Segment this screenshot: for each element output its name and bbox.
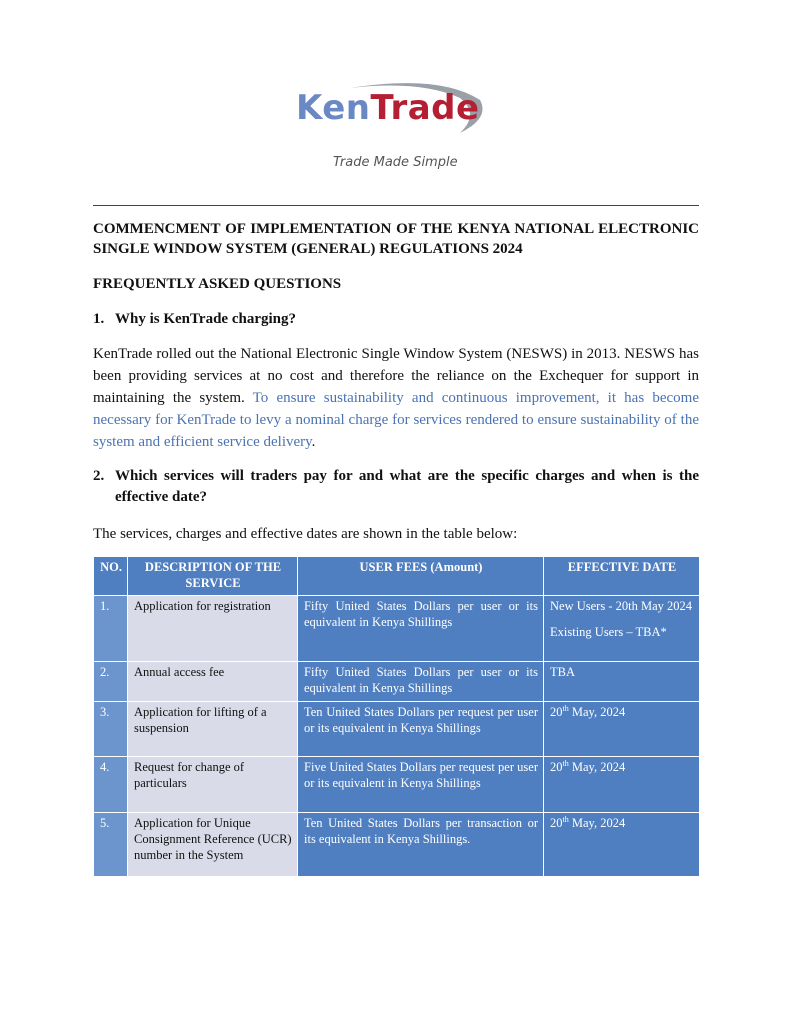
kentrade-logo — [290, 78, 490, 178]
answer-1-text: KenTrade rolled out the National Electronic Single Window System (NESWS) in 2013. NESWS has been providing services at no cost and therefore the reliance on the Exchequer for support in maintaining the system. — [93, 346, 699, 406]
question-1 — [93, 309, 699, 330]
header-effective-date: EFFECTIVE DATE — [544, 557, 700, 596]
row-date: TBA — [544, 662, 700, 702]
table-row — [94, 662, 700, 702]
header-description: DESCRIPTION OF THE SERVICE — [128, 557, 298, 596]
row-date — [544, 596, 700, 662]
table-row — [94, 702, 700, 757]
answer-1-highlight: To ensure sustainability and continuous improvement, it has become necessary for KenTrade to levy a nominal charge for services rendered to ensure sustainability of the system and efficient service delivery — [93, 390, 699, 450]
date-rest: May, 2024 — [568, 760, 626, 774]
date-rest: May, 2024 — [568, 705, 626, 719]
row-number: 1. — [94, 596, 128, 662]
table-row — [94, 813, 700, 877]
question-1-number: 1. — [93, 311, 105, 327]
date-suffix: th — [562, 758, 569, 768]
table-intro: The services, charges and effective dates are shown in the table below: — [93, 526, 518, 542]
row-fee: Ten United States Dollars per transaction or its equivalent in Kenya Shillings. — [298, 813, 544, 877]
header-no: NO. — [94, 557, 128, 596]
row-date-secondary: Existing Users – TBA* — [550, 625, 667, 639]
fees-table — [93, 556, 700, 877]
header-user-fees: USER FEES (Amount) — [298, 557, 544, 596]
header-divider — [93, 205, 699, 206]
question-1-text: Why is KenTrade charging? — [115, 311, 296, 327]
logo-ken-text: Ken — [296, 88, 371, 128]
row-description: Application for Unique Consignment Reference (UCR) number in the System — [128, 813, 298, 877]
document-title: COMMENCMENT OF IMPLEMENTATION OF THE KENYA NATIONAL ELECTRONIC SINGLE WINDOW SYSTEM (GENERAL) REGULATIONS 2024 — [93, 221, 699, 257]
row-date — [544, 813, 700, 877]
table-row — [94, 757, 700, 813]
row-number: 2. — [94, 662, 128, 702]
question-2-text: Which services will traders pay for and what are the specific charges and when is the effective date? — [115, 468, 699, 505]
row-fee: Fifty United States Dollars per user or its equivalent in Kenya Shillings — [298, 662, 544, 702]
logo-wordmark — [296, 88, 480, 128]
answer-1-end: . — [311, 434, 316, 450]
logo-trade-text: Trade — [370, 88, 480, 128]
row-date-primary: New Users - 20th May 2024 — [550, 599, 692, 613]
row-number: 3. — [94, 702, 128, 757]
date-day: 20 — [550, 816, 563, 830]
row-date — [544, 702, 700, 757]
question-2-number: 2. — [93, 468, 105, 484]
row-description: Application for registration — [128, 596, 298, 662]
row-fee: Fifty United States Dollars per user or its equivalent in Kenya Shillings — [298, 596, 544, 662]
table-row — [94, 596, 700, 662]
row-description: Application for lifting of a suspension — [128, 702, 298, 757]
date-suffix: th — [562, 703, 569, 713]
table-header-row — [94, 557, 700, 596]
logo-tagline: Trade Made Simple — [333, 155, 458, 170]
row-fee: Five United States Dollars per request per user or its equivalent in Kenya Shillings — [298, 757, 544, 813]
faq-heading: FREQUENTLY ASKED QUESTIONS — [93, 276, 342, 292]
row-description: Request for change of particulars — [128, 757, 298, 813]
row-description: Annual access fee — [128, 662, 298, 702]
date-suffix: th — [562, 814, 569, 824]
row-number: 4. — [94, 757, 128, 813]
date-rest: May, 2024 — [568, 816, 626, 830]
row-fee: Ten United States Dollars per request per user or its equivalent in Kenya Shillings — [298, 702, 544, 757]
date-day: 20 — [550, 760, 563, 774]
question-2 — [93, 466, 699, 508]
answer-1-paragraph — [93, 343, 699, 453]
date-day: 20 — [550, 705, 563, 719]
row-number: 5. — [94, 813, 128, 877]
row-date — [544, 757, 700, 813]
